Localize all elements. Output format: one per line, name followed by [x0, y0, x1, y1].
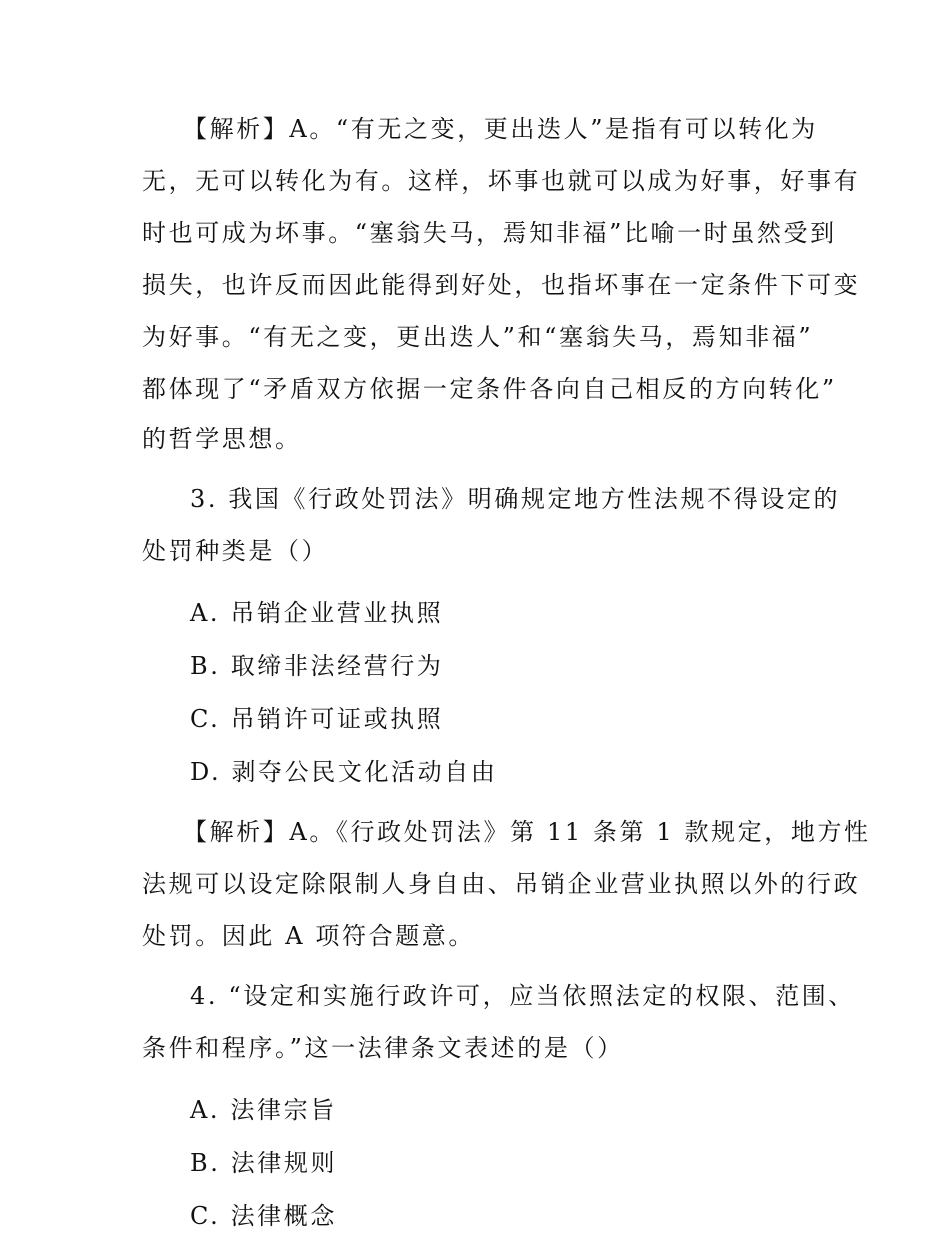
question-stem-line: 3. 我国《行政处罚法》明确规定地方性法规不得设定的 — [190, 485, 841, 513]
question-4 — [0, 979, 950, 1233]
option-c: C. 法律概念 — [190, 1202, 337, 1230]
analysis-line: 【解析】A。《行政处罚法》第 11 条第 1 款规定，地方性 — [183, 818, 871, 846]
question-stem-line: 条件和程序。”这一法律条文表述的是（） — [142, 1034, 624, 1062]
analysis-line: 时也可成为坏事。“塞翁失马，焉知非福”比喻一时虽然受到 — [142, 219, 837, 247]
option-c: C. 吊销许可证或执照 — [190, 705, 444, 733]
analysis-line: 的哲学思想。 — [142, 425, 302, 453]
option-a: A. 吊销企业营业执照 — [190, 599, 444, 627]
analysis-line: 都体现了“矛盾双方依据一定条件各向自己相反的方向转化” — [142, 375, 837, 403]
option-b: B. 法律规则 — [190, 1149, 338, 1177]
question-stem-line: 4. “设定和实施行政许可，应当依照法定的权限、范围、 — [190, 982, 855, 1010]
analysis-line: 法规可以设定除限制人身自由、吊销企业营业执照以外的行政 — [142, 870, 861, 898]
option-a: A. 法律宗旨 — [190, 1096, 337, 1124]
analysis-line: 损失，也许反而因此能得到好处，也指坏事在一定条件下可变 — [142, 271, 861, 299]
analysis-line: 无，无可以转化为有。这样，坏事也就可以成为好事，好事有 — [142, 167, 861, 195]
option-b: B. 取缔非法经营行为 — [190, 652, 444, 680]
option-d: D. 剥夺公民文化活动自由 — [190, 758, 498, 786]
question-3-analysis — [0, 815, 950, 953]
analysis-line: 处罚。因此 A 项符合题意。 — [142, 922, 475, 950]
question-stem-line: 处罚种类是（） — [142, 537, 329, 565]
analysis-line: 【解析】A。“有无之变，更出迭人”是指有可以转化为 — [183, 115, 818, 143]
analysis-previous — [0, 112, 950, 456]
question-3 — [0, 482, 950, 789]
analysis-line: 为好事。“有无之变，更出迭人”和“塞翁失马，焉知非福” — [142, 323, 814, 351]
